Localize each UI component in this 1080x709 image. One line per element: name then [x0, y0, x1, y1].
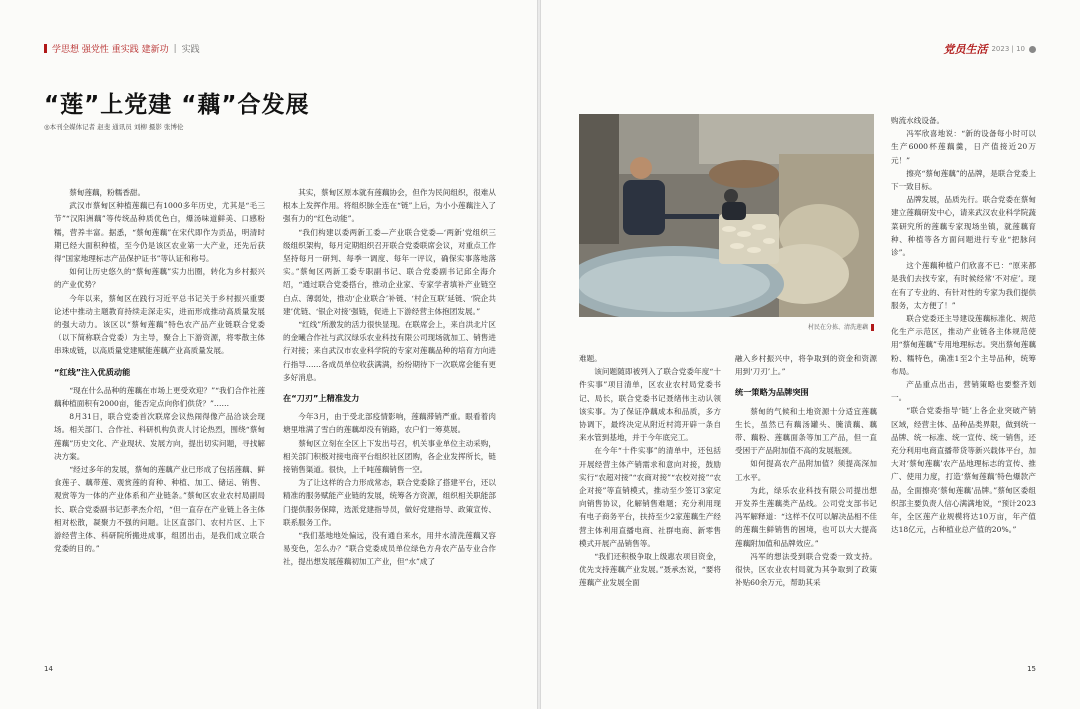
magazine-logo: 党员生活 [943, 43, 988, 56]
paragraph: 融入乡村振兴中，将争取到的资金和资源用到‘刀刃’上。” [735, 354, 877, 377]
photo-caption-text: 村民在分拣、清洗莲藕 [807, 324, 868, 331]
issue-badge-icon [1029, 46, 1036, 53]
photo-caption [579, 322, 874, 331]
column-3 [579, 352, 721, 590]
page-number-left: 14 [44, 665, 53, 673]
page-header-left [44, 42, 200, 55]
page-number-right: 15 [1027, 665, 1036, 673]
header-slogan: 学思想 强党性 重实践 建新功 [52, 45, 169, 55]
paragraph: 如何提高农产品附加值？须提高深加工水平。 [735, 459, 877, 482]
paragraph: “我们还积极争取上级惠农项目资金，优先支持莲藕产业发展。”聂承杰说，“要将莲藕产业发展全面 [579, 552, 721, 588]
paragraph: “联合党委指导‘链’上各企业突破产销区域，经营主体、品种品类界限，做到统一品牌、统一标准、统一宣传、统一销售，还充分利用电商直播带货等新兴载体平台，加大对‘蔡甸莲藕’农产品地理标志的宣传、推广、使用力度，打造‘蔡甸莲藕’特色爆款产品，全面擦亮‘蔡甸莲藕’品牌。”蔡甸区委组织部主要负责人信心满满地说，“预计2023年，全区莲产业规模将达10万亩，年产值达18亿元，占种植业总产值的20%。” [891, 406, 1036, 535]
paragraph: 购流水线设备。 [891, 116, 945, 125]
paragraph: 在今年“十件实事”的清单中，还包括开展经营主体产销需求和意向对接，鼓励实行“农超对接”“农商对接”“农校对接”“农企对接”等直销模式，推动至少签订3家定向销售协议，化解销售难题；充分利用现有电子商务平台，扶持至少2家莲藕生产经营主体利用直播电商、社群电商、新零售模式开展产品销售等。 [579, 446, 721, 548]
header-separator: | [173, 43, 177, 54]
paragraph: 冯军的想法受到联合党委一致支持。很快，区农业农村局就为其争取到了政策补贴60余万元，帮助其采 [735, 551, 877, 588]
paragraph: “经过多年的发展，蔡甸的莲藕产业已形成了包括莲藕、鲜食莲子、藕带莲、观赏莲的育种、种植、加工、储运、销售、观赏等为一体的产业体系和产业链条。”蔡甸区农业农村局副局长、联合党委副书记彭孝杰介绍，“但一直存在产业链上各主体相对松散，凝聚力不强的问题。让区直部门、农村片区、上下游经营主体、科研院所搬进成事，组团出击，是我们成立联合党委的目的。” [54, 465, 265, 554]
article-photo [579, 114, 874, 317]
paragraph: 擦亮“蔡甸莲藕”的品牌，是联合党委上下一致目标。 [891, 168, 1036, 192]
paragraph: 这个莲藕种植户们欣喜不已：“原来都是我们去找专家，有时候经常‘不对症’。现在有了专业的、有针对性的专家为我们提供服务，太方便了！” [891, 261, 1036, 310]
paragraph: 为此，绿乐农业科技有限公司提出想开发养生莲藕类产品线。公司党支部书记冯军解释道：“这样不仅可以解决品相不佳的莲藕生鲜销售的困境，也可以大大提高莲藕附加值和品牌效应。” [735, 485, 877, 548]
paragraph: “我们基地地处偏远，没有通自来水，用井水清洗莲藕又容易变色，怎么办？”联合党委成员单位绿色方舟农产品专业合作社，提出想发展莲藕初加工产业，但“水”成了 [283, 531, 496, 567]
section-heading: 统一策略为品牌突围 [735, 387, 809, 398]
red-marker-icon [871, 324, 874, 331]
section-heading: “红线”注入优质动能 [54, 366, 131, 377]
paragraph: 联合党委还主导建设莲藕标准化、规范化生产示范区，推动产业链各主体规范使用“蔡甸莲藕”专用地理标志。突出蔡甸莲藕粉、糯特色，确准1至2个主导品种，统筹布局。 [891, 314, 1036, 376]
paragraph: 蔡甸莲藕，粉糯香甜。 [69, 188, 146, 197]
paragraph: 蔡甸区立刻在全区上下发出号召，机关事业单位主动采购，相关部门积极对接电商平台组织社区团购，各企业发挥所长，链接销售渠道。很快，上千吨莲藕销售一空。 [283, 438, 496, 475]
issue-date: 2023 | 10 [991, 45, 1025, 53]
paragraph: 今年3月，由于受北部疫情影响，莲藕滞销严重。眼看着肉塘里堆满了雪白的莲藕却没有销路，农户们一筹莫展。 [283, 412, 496, 435]
paragraph: 8月31日，联合党委首次联席会议热闹得像产品洽谈会现场。相关部门、合作社、科研机构负责人讨论热烈，围绕“蔡甸莲藕”历史文化、产业现状、发展方向，提出切实问题，寻找解决方案。 [54, 412, 265, 461]
paragraph: 其实，蔡甸区原本就有莲藕协会，但作为民间组织，很难从根本上发挥作用。将组织脉全连在“链”上后，为小小莲藕注入了强有力的“红色动能”。 [283, 188, 496, 224]
page-header-right [943, 41, 1036, 57]
header-section: 实践 [181, 45, 200, 55]
paragraph: 该问题随即被列入了联合党委年度“十件实事”项目清单，区农业农村局党委书记、局长，联合党委书记聂绪伟主动认领该实事。为了保证净藕成本和品质，多方协调下，最终决定从附近村湾开辟一条自来水管到基地，并于今年底完工。 [579, 367, 721, 443]
paragraph: “现在什么品种的莲藕在市场上更受欢迎？”“我们合作社莲藕种植面积有2000亩，能否定点向你们供货？”…… [54, 385, 265, 409]
column-5 [891, 114, 1036, 537]
left-page [0, 0, 537, 709]
paragraph: 为了让这样的合力形成常态，联合党委除了搭建平台，还以精准的服务赋能产业链的发展，统筹各方资源，组织相关职能部门提供服务保障，选派党建指导员，做好党建指导、政策宣传、联系服务工作。 [283, 478, 496, 527]
photo-illustration [579, 114, 874, 317]
paragraph: 蔡甸的气候和土地资源十分适宜莲藕生长，虽然已有藕汤罐头、腌渍藕、藕带、藕粉、莲藕面条等加工产品，但一直受困于产品附加值不高的发展瓶颈。 [735, 406, 877, 456]
column-2 [283, 186, 496, 569]
paragraph: 如何让历史悠久的“蔡甸莲藕”实力出圈，转化为乡村振兴的产业优势？ [54, 267, 265, 290]
column-4 [735, 352, 877, 589]
paragraph: 产品重点出击，营销策略也要整齐划一。 [891, 380, 1036, 403]
paragraph: 今年以来，蔡甸区在践行习近平总书记关于乡村振兴重要论述中推动主题教育持续走深走实，进而形成推动高质量发展的强大动力。该区以“蔡甸莲藕”特色农产品产业链联合党委（以下简称联合党委）为主导，聚合上下游资源，将零散主体串珠成链，以高质量党建赋能莲藕产业高质量发展。 [54, 293, 265, 356]
paragraph: 武汉市蔡甸区种植莲藕已有1000多年历史，尤其是“毛三节”“汉阳洲藕”等传统品种质优色白，爆汤味道鲜美、口感粉糯，营养丰富。据悉，“蔡甸莲藕”在宋代即作为贡品，明清时期已经大面积种植，至今仍是该区农业第一大产业，还先后获得“国家地理标志产品保护证书”等认证和称号。 [54, 201, 265, 264]
paragraph: “我们构建以委两新工委—产业联合党委—‘两新’党组织三级组织架构，每月定期组织召开联合党委联席会议，对重点工作坚持每月一研判、每季一调度、每年一评议，确保实事落地落实。”蔡甸区两新工委专职副书记、联合党委副书记邱全海介绍，“通过联合党委搭台，推动企业家、专家学者填补产业链空白点、薄弱处，推动‘企业联合’补链、‘村企互联’延链、‘院企共建’优链、‘银企对接’强链，促进上下游经营主体抱团发展。” [283, 227, 496, 316]
paragraph: 品牌发展，品质先行。联合党委在蔡甸建立莲藕研发中心，请来武汉农业科学院蔬菜研究所的莲藕专家现场坐镇，就莲藕育种、种植等各方面问题进行专业“把脉问诊”。 [891, 195, 1036, 258]
section-heading: 在“刀刃”上精准发力 [283, 393, 360, 404]
paragraph: 冯军欣喜地说：“新的设备每小时可以生产6000杯莲藕羹，日产值接近20万元！” [891, 129, 1036, 165]
red-marker-icon [44, 44, 47, 53]
article-byline: ◎本刊全媒体记者 赵斐 通讯员 刘柳 摄影 张博伦 [44, 123, 184, 131]
paragraph: 难题。 [579, 354, 602, 363]
article-title: “莲”上党建 “藕”合发展 [44, 92, 310, 118]
paragraph: “红线”所激发的活力很快显现。在联席会上，来自洪北片区的金曦合作社与武汉绿乐农业科技有限公司现场就加工、销售进行对接；来自武汉市农业科学院的专家对莲藕品种的培育方向进行指导……各成员单位收获满满，纷纷期待下一次联席会能有更多好消息。 [283, 320, 496, 382]
column-1 [54, 186, 265, 555]
right-page [541, 0, 1080, 709]
